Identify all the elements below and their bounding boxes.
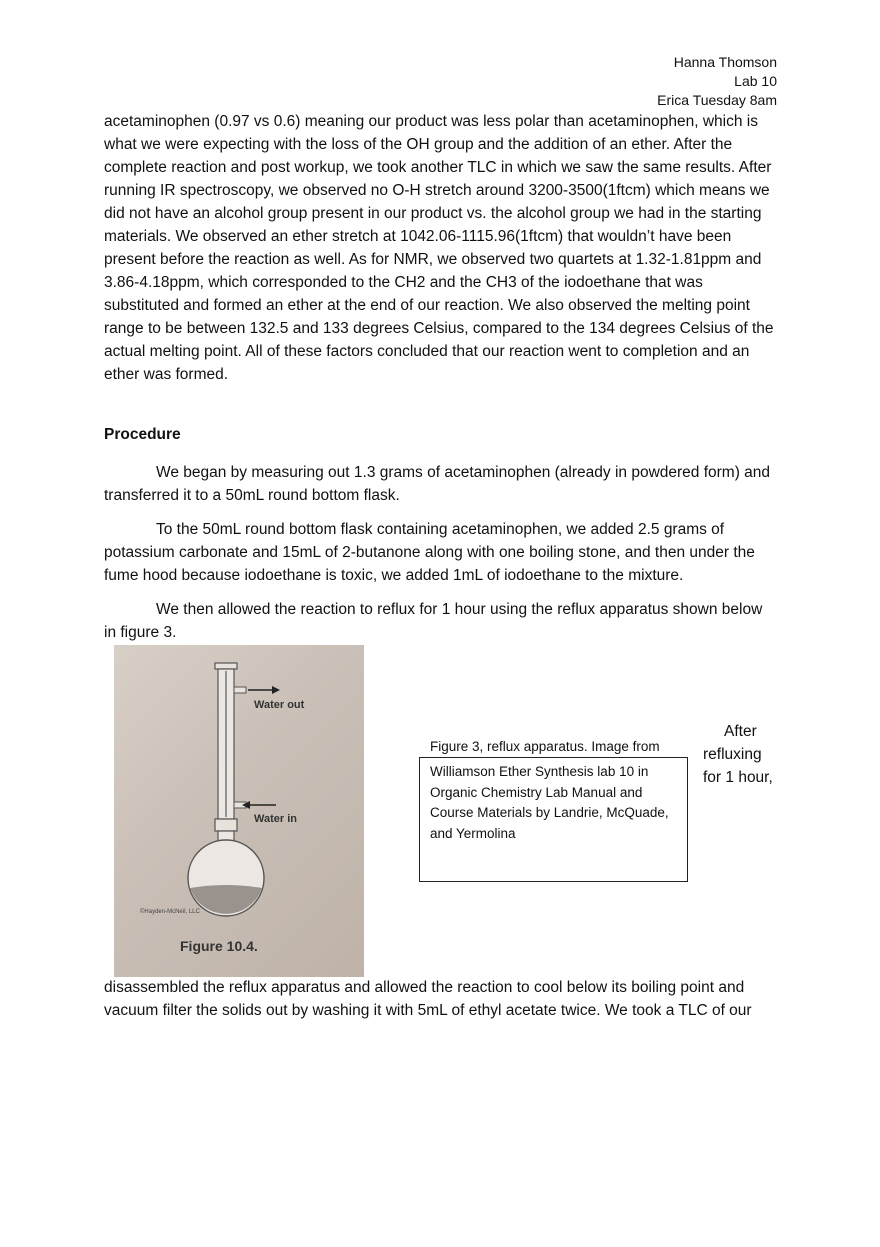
side-text-first: After — [724, 723, 757, 740]
caption-body: Williamson Ether Synthesis lab 10 in Organic Chemistry Lab Manual and Course Materials by Landrie, McQuade, and Yermolina — [430, 764, 669, 841]
water-out-label: Water out — [254, 699, 305, 711]
publisher-credit: ©Hayden-McNeil, LLC — [140, 909, 200, 915]
caption-title: Figure 3, reflux apparatus. Image from — [430, 739, 660, 754]
procedure-paragraph-2: To the 50mL round bottom flask containing acetaminophen, we added 2.5 grams of potassium carbonate and 15mL of 2-butanone along with one boiling stone, and then under the fume hood because iodoethane is toxic, we added 1mL of iodoethane to the mixture. — [104, 521, 755, 584]
results-paragraph: acetaminophen (0.97 vs 0.6) meaning our product was less polar than acetaminophen, which is what we were expecting with the loss of the OH group and the addition of an ether. After the complete reaction and post workup, we took another TLC in which we saw the same results. After running IR spectroscopy, we observed no O-H stretch around 3200-3500(1ftcm) which means we did not have an alcohol group present in our product vs. the alcohol group we had in the starting materials. We observed an ether stretch at 1042.06-1115.96(1ftcm) that wouldn’t have been present before the reaction as well. As for NMR, we observed two quartets at 1.32-1.81ppm and 3.86-4.18ppm, which corresponded to the CH2 and the CH3 of the iodoethane that was substituted and formed an ether at the end of our reaction. We also observed the melting point range to be between 132.5 and 133 degrees Celsius, compared to the 134 degrees Celsius of the actual melting point. All of these factors concluded that our reaction went to completion and an ether was formed. — [104, 113, 774, 383]
side-text-rest: refluxing for 1 hour, — [703, 746, 773, 786]
author-name: Hanna Thomson — [673, 54, 777, 70]
condenser-top-joint — [215, 663, 237, 669]
side-text — [703, 720, 778, 789]
flask-liquid — [190, 885, 262, 914]
water-in-label: Water in — [254, 813, 297, 825]
page-header — [657, 53, 777, 110]
procedure-heading: Procedure — [104, 426, 181, 443]
final-paragraph: disassembled the reflux apparatus and allowed the reaction to cool below its boiling point and vacuum filter the solids out by washing it with 5mL of ethyl acetate twice. We took a TLC of our — [104, 979, 752, 1019]
figure-label: Figure 10.4. — [180, 938, 258, 954]
procedure-paragraph-1: We began by measuring out 1.3 grams of acetaminophen (already in powdered form) and transferred it to a 50mL round bottom flask. — [104, 464, 771, 504]
reflux-apparatus-photo — [114, 645, 364, 977]
ground-glass-joint — [215, 819, 237, 831]
water-out-arrowhead — [272, 686, 280, 694]
lab-section: Erica Tuesday 8am — [657, 92, 777, 108]
caption-box — [419, 757, 688, 882]
water-out-arm — [234, 687, 246, 693]
procedure-paragraph-3: We then allowed the reaction to reflux for 1 hour using the reflux apparatus shown below in figure 3. — [104, 601, 763, 641]
reflux-apparatus-drawing — [114, 645, 364, 977]
lab-number: Lab 10 — [734, 73, 777, 89]
